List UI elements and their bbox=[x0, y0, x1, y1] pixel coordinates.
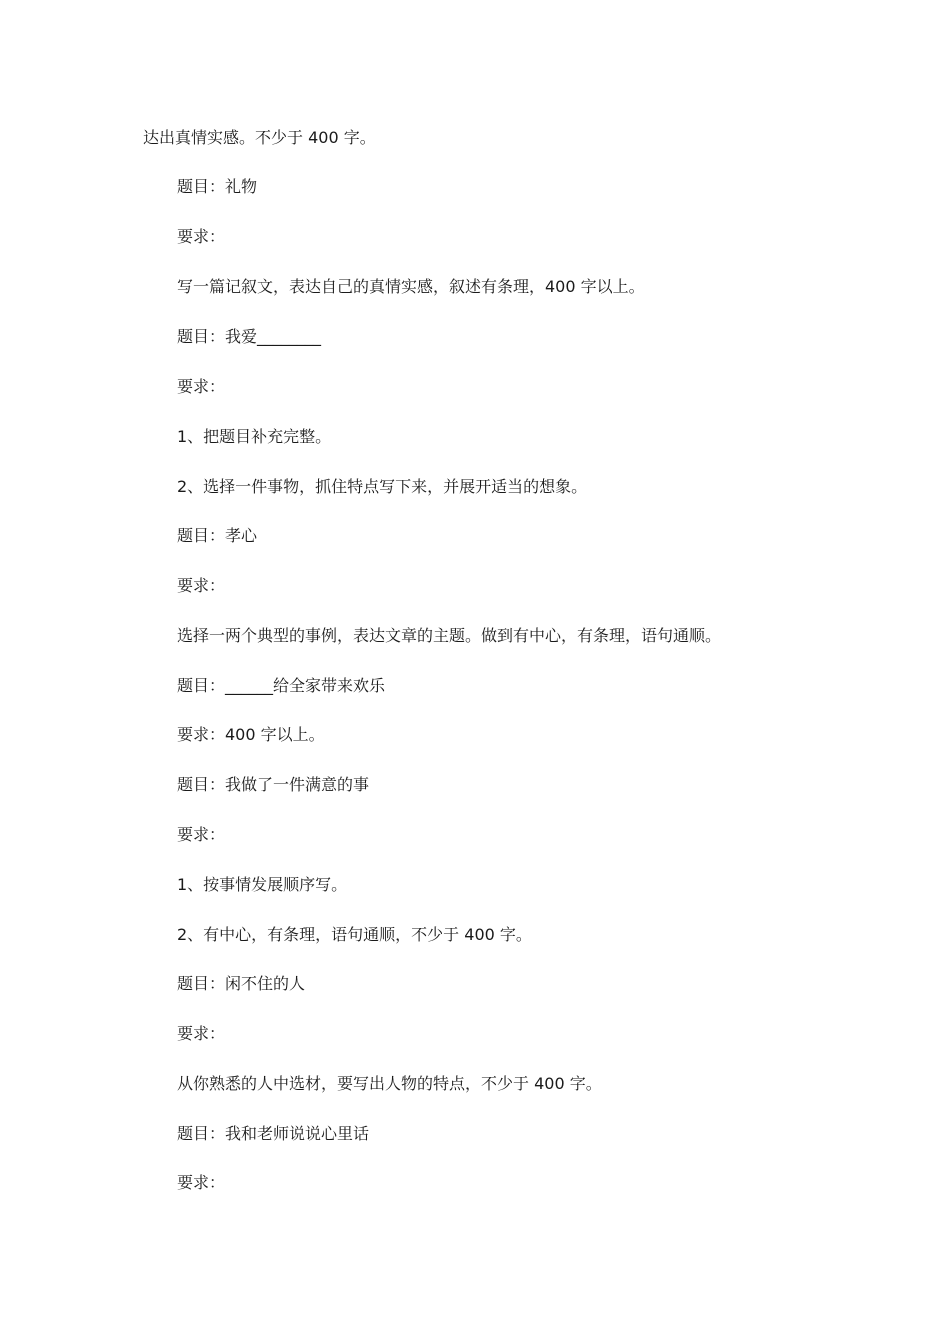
requirement-text: 写一篇记叙文，表达自己的真情实感，叙述有条理，400 字以上。 bbox=[177, 277, 645, 296]
requirement-text: 选择一两个典型的事例，表达文章的主题。做到有中心，有条理，语句通顺。 bbox=[177, 626, 722, 645]
topic-title: 题目：我和老师说说心里话 bbox=[177, 1124, 370, 1143]
topic-title: 题目：我爱________ bbox=[177, 327, 322, 346]
requirement-label: 要求： bbox=[177, 227, 226, 246]
requirement-label: 要求： bbox=[177, 825, 226, 844]
requirement-item: 2、有中心，有条理，语句通顺，不少于 400 字。 bbox=[177, 925, 532, 944]
topic-title: 题目：礼物 bbox=[177, 177, 258, 196]
requirement-text: 从你熟悉的人中选材，要写出人物的特点，不少于 400 字。 bbox=[177, 1074, 602, 1093]
topic-title: 题目：我做了一件满意的事 bbox=[177, 775, 370, 794]
requirement-label: 要求： bbox=[177, 1024, 226, 1043]
topic-title: 题目：______给全家带来欢乐 bbox=[177, 676, 386, 695]
requirement-label: 要求： bbox=[177, 576, 226, 595]
requirement-text: 要求：400 字以上。 bbox=[177, 725, 325, 744]
requirement-label: 要求： bbox=[177, 1173, 226, 1192]
requirement-item: 1、按事情发展顺序写。 bbox=[177, 875, 348, 894]
topic-title: 题目：孝心 bbox=[177, 526, 258, 545]
paragraph-continuation: 达出真情实感。不少于 400 字。 bbox=[143, 128, 376, 147]
topic-title: 题目：闲不住的人 bbox=[177, 974, 306, 993]
requirement-item: 2、选择一件事物，抓住特点写下来，并展开适当的想象。 bbox=[177, 477, 588, 496]
requirement-label: 要求： bbox=[177, 377, 226, 396]
requirement-item: 1、把题目补充完整。 bbox=[177, 427, 332, 446]
